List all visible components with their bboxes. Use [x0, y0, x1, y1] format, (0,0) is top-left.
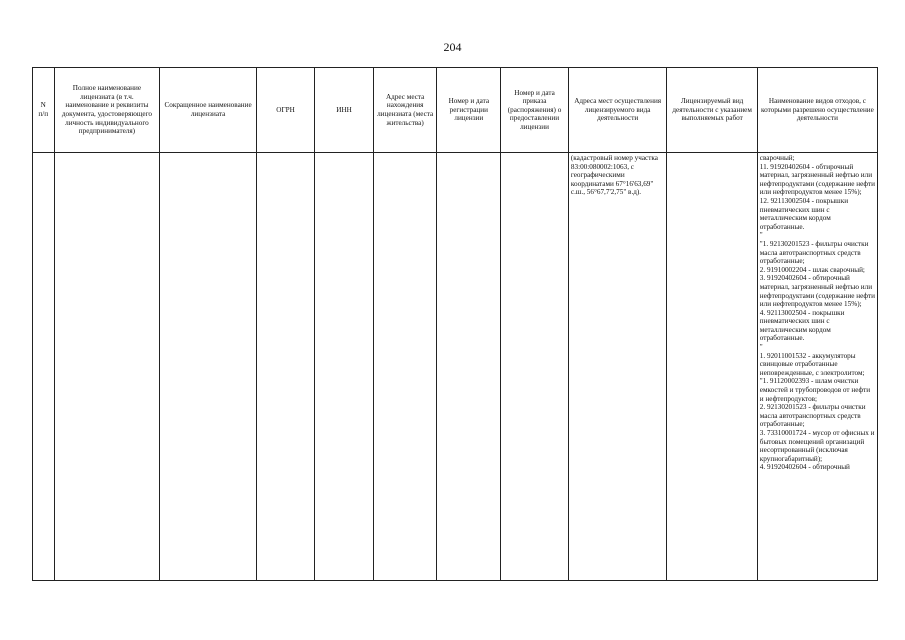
cell-order — [501, 153, 569, 581]
cell-places: (кадастровый номер участка 83:00:080002:1063, с географическими координатами 67°16'63,69" с.ш., 56°67,7'2,75" в.д). — [568, 153, 667, 581]
cell-inn — [315, 153, 374, 581]
header-full-name: Полное наименование лицензиата (в т.ч. наименование и реквизиты документа, удостоверяющего личность индивидуального предпринимателя) — [54, 68, 160, 153]
table-row — [33, 153, 878, 581]
cell-activity — [667, 153, 757, 581]
header-activity: Лицензируемый вид деятельности с указанием выполняемых работ — [667, 68, 757, 153]
header-inn: ИНН — [315, 68, 374, 153]
cell-short-name — [160, 153, 257, 581]
header-places: Адреса мест осуществления лицензируемого вида деятельности — [568, 68, 667, 153]
page-number: 204 — [443, 40, 462, 54]
cell-number — [33, 153, 55, 581]
table-header-row — [33, 68, 878, 153]
header-short-name: Сокращенное наименование лицензиата — [160, 68, 257, 153]
cell-registration — [437, 153, 501, 581]
cell-ogrn — [256, 153, 315, 581]
header-ogrn: ОГРН — [256, 68, 315, 153]
header-registration: Номер и дата регистрации лицензии — [437, 68, 501, 153]
cell-waste-types: сварочный; 11. 91920402604 - обтирочный материал, загрязненный нефтью или нефтепродуктами (содержание нефти или нефтепродуктов менее 15%); 12. 92113002504 - покрышки пневматических шин с металлическим кордом отработанные. " "1. 92130201523 - фильтры очистки масла автотранспортных средств отработанные; 2. 91910002204 - шлак сварочный; 3. 91920402604 - обтирочный материал, загрязненный нефтью или нефтепродуктами (содержание нефти или нефтепродуктов менее 15%); 4. 92113002504 - покрышки пневматических шин с металлическим кордом отработанные. " 1. 92011001532 - аккумуляторы свинцовые отработанные неповрежденные, с электролитом; "1. 91120002393 - шлам очистки емкостей и трубопроводов от нефти и нефтепродуктов; 2. 92130201523 - фильтры очистки масла автотранспортных средств отработанные; 3. 73310001724 - мусор от офисных и бытовых помещений организаций несортированный (исключая крупногабаритный); 4. 91920402604 - обтирочный — [757, 153, 877, 581]
header-number: N п/п — [33, 68, 55, 153]
header-address: Адрес места нахождения лицензиата (места жительства) — [373, 68, 437, 153]
cell-address — [373, 153, 437, 581]
header-order: Номер и дата приказа (распоряжения) о предоставлении лицензии — [501, 68, 569, 153]
cell-full-name — [54, 153, 160, 581]
license-registry-table — [32, 67, 878, 581]
header-waste-types: Наименование видов отходов, с которыми разрешено осуществление деятельности — [757, 68, 877, 153]
